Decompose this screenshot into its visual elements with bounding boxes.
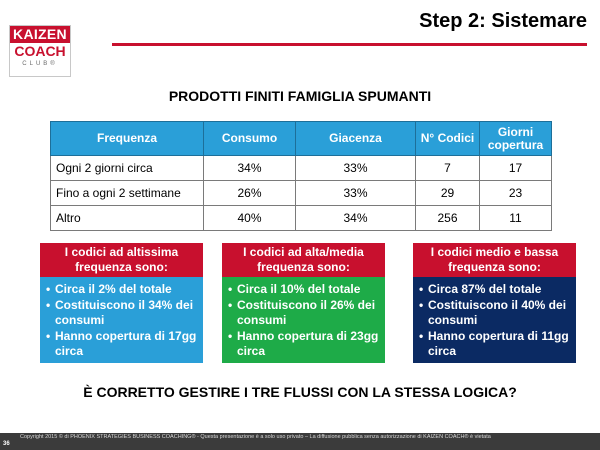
list-item: • Costituiscono il 34% dei consumi (46, 298, 199, 329)
cell-giorni-copertura: 11 (480, 206, 552, 231)
page-number: 36 (3, 441, 10, 447)
closing-question: È CORRETTO GESTIRE I TRE FLUSSI CON LA STESSA LOGICA? (83, 384, 517, 400)
header-n-codici: N° Codici (416, 122, 480, 156)
list-item: • Hanno copertura di 23gg circa (228, 329, 381, 360)
logo-line-club: CLUB® (22, 61, 58, 67)
cell-giacenza: 34% (296, 206, 416, 231)
header-divider (112, 43, 587, 46)
list-item: • Circa il 10% del totale (228, 282, 381, 298)
slide-title: Step 2: Sistemare (419, 10, 587, 32)
list-item: • Circa 87% del totale (419, 282, 572, 298)
header-giorni-copertura: Giorni copertura (480, 122, 552, 156)
box-title: I codici ad alta/media frequenza sono: (222, 243, 385, 277)
cell-n-codici: 256 (416, 206, 480, 231)
box-altissima-frequenza (40, 243, 203, 363)
table-row (51, 181, 552, 206)
cell-frequenza: Ogni 2 giorni circa (51, 156, 204, 181)
table-header-row (51, 122, 552, 156)
list-item: • Costituiscono il 40% dei consumi (419, 298, 572, 329)
list-item: • Hanno copertura di 17gg circa (46, 329, 199, 360)
kaizen-coach-logo (9, 25, 71, 77)
box-title: I codici ad altissima frequenza sono: (40, 243, 203, 277)
cell-frequenza: Altro (51, 206, 204, 231)
cell-n-codici: 7 (416, 156, 480, 181)
box-alta-media-frequenza (222, 243, 385, 363)
cell-n-codici: 29 (416, 181, 480, 206)
bullet-list (419, 282, 572, 360)
box-medio-bassa-frequenza (413, 243, 576, 363)
cell-giacenza: 33% (296, 156, 416, 181)
frequency-table (50, 121, 552, 231)
list-item: • Costituiscono il 26% dei consumi (228, 298, 381, 329)
logo-line-kaizen: KAIZEN (10, 26, 70, 43)
box-body (40, 277, 203, 363)
copyright-text: Copyright 2015 © di PHOENIX STRATEGIES BUSINESS COACHING® - Questa presentazione è a solo uso privato – La diffusione pubblica senza autorizzazione di KAIZEN COACH® è vietata (20, 434, 491, 440)
table-row (51, 156, 552, 181)
box-body (222, 277, 385, 363)
bullet-list (228, 282, 381, 360)
header-frequenza: Frequenza (51, 122, 204, 156)
header-giacenza: Giacenza (296, 122, 416, 156)
box-title: I codici medio e bassa frequenza sono: (413, 243, 576, 277)
cell-consumo: 40% (204, 206, 296, 231)
bullet-list (46, 282, 199, 360)
footer-bar (0, 433, 600, 450)
cell-consumo: 34% (204, 156, 296, 181)
cell-frequenza: Fino a ogni 2 settimane (51, 181, 204, 206)
cell-giacenza: 33% (296, 181, 416, 206)
header-consumo: Consumo (204, 122, 296, 156)
cell-giorni-copertura: 17 (480, 156, 552, 181)
section-title: PRODOTTI FINITI FAMIGLIA SPUMANTI (168, 88, 432, 104)
table-row (51, 206, 552, 231)
box-body (413, 277, 576, 363)
list-item: • Circa il 2% del totale (46, 282, 199, 298)
cell-consumo: 26% (204, 181, 296, 206)
cell-giorni-copertura: 23 (480, 181, 552, 206)
logo-line-coach: COACH (14, 43, 66, 59)
list-item: • Hanno copertura di 11gg circa (419, 329, 572, 360)
